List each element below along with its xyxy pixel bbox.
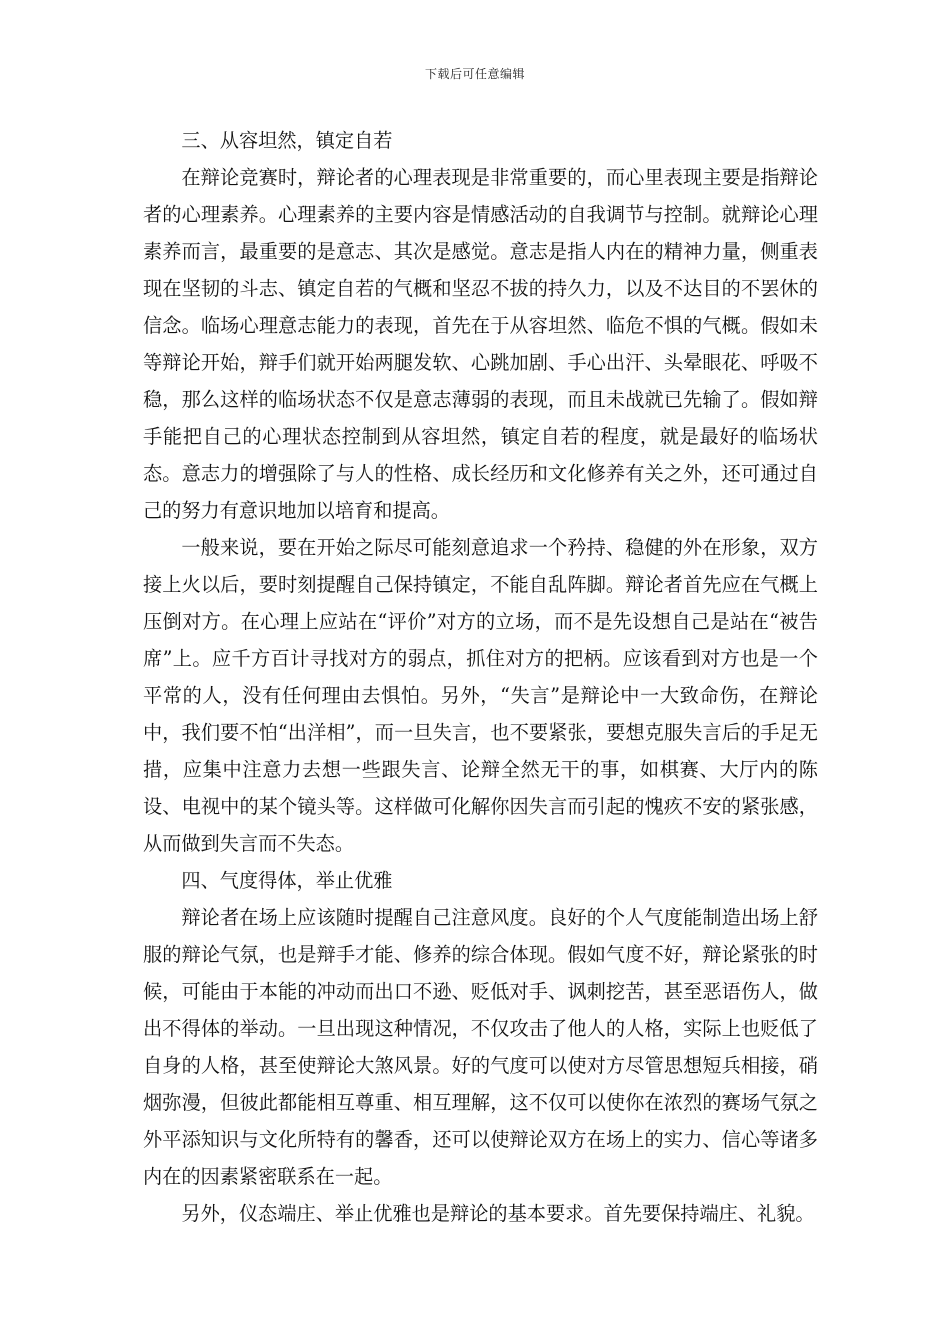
section-heading: 三、从容坦然，镇定自若 (181, 129, 393, 152)
section-heading: 四、气度得体，举止优雅 (181, 869, 393, 892)
paragraph: 辩论者在场上应该随时提醒自己注意风度。良好的个人气度能制造出场上舒服的辩论气氛，也是辩手才能、修养的综合体现。假如气度不好，辩论紧张的时候，可能由于本能的冲动而出口不逊、贬低对手、讽刺挖苦，甚至恶语伤人，做出不得体的举动。一旦出现这种情况，不仅攻击了他人的人格，实际上也贬低了自身的人格，甚至使辩论大煞风景。好的气度可以使对方尽管思想短兵相接，硝烟弥漫，但彼此都能相互尊重、相互理解，这不仅可以使你在浓烈的赛场气氛之外平添知识与文化所特有的馨香，还可以使辩论双方在场上的实力、信心等诸多内在的因素紧密联系在一起。 (143, 906, 818, 1188)
page-header: 下载后可任意编辑 (424, 67, 525, 81)
paragraph: 在辩论竞赛时，辩论者的心理表现是非常重要的，而心里表现主要是指辩论者的心理素养。心理素养的主要内容是情感活动的自我调节与控制。就辩论心理素养而言，最重要的是意志、其次是感觉。意志是指人内在的精神力量，侧重表现在坚韧的斗志、镇定自若的气概和坚忍不拔的持久力，以及不达目的不罢休的信念。临场心理意志能力的表现，首先在于从容坦然、临危不惧的气概。假如未等辩论开始，辩手们就开始两腿发软、心跳加剧、手心出汗、头晕眼花、呼吸不稳，那么这样的临场状态不仅是意志薄弱的表现，而且未战就已先输了。假如辩手能把自己的心理状态控制到从容坦然，镇定自若的程度，就是最好的临场状态。意志力的增强除了与人的性格、成长经历和文化修养有关之外，还可通过自己的努力有意识地加以培育和提高。 (143, 166, 818, 522)
document-body (143, 122, 818, 1232)
paragraph: 另外，仪态端庄、举止优雅也是辩论的基本要求。首先要保持端庄、礼貌。 (181, 1202, 815, 1225)
paragraph: 一般来说，要在开始之际尽可能刻意追求一个矜持、稳健的外在形象，双方接上火以后，要时刻提醒自己保持镇定，不能自乱阵脚。辩论者首先应在气概上压倒对方。在心理上应站在“评价”对方的立场，而不是先设想自己是站在“被告席”上。应千方百计寻找对方的弱点，抓住对方的把柄。应该看到对方也是一个平常的人，没有任何理由去惧怕。另外，“失言”是辩论中一大致命伤，在辩论中，我们要不怕“出洋相”，而一旦失言，也不要紧张，要想克服失言后的手足无措，应集中注意力去想一些跟失言、论辩全然无干的事，如棋赛、大厅内的陈设、电视中的某个镜头等。这样做可化解你因失言而引起的愧疚不安的紧张感，从而做到失言而不失态。 (143, 536, 818, 855)
